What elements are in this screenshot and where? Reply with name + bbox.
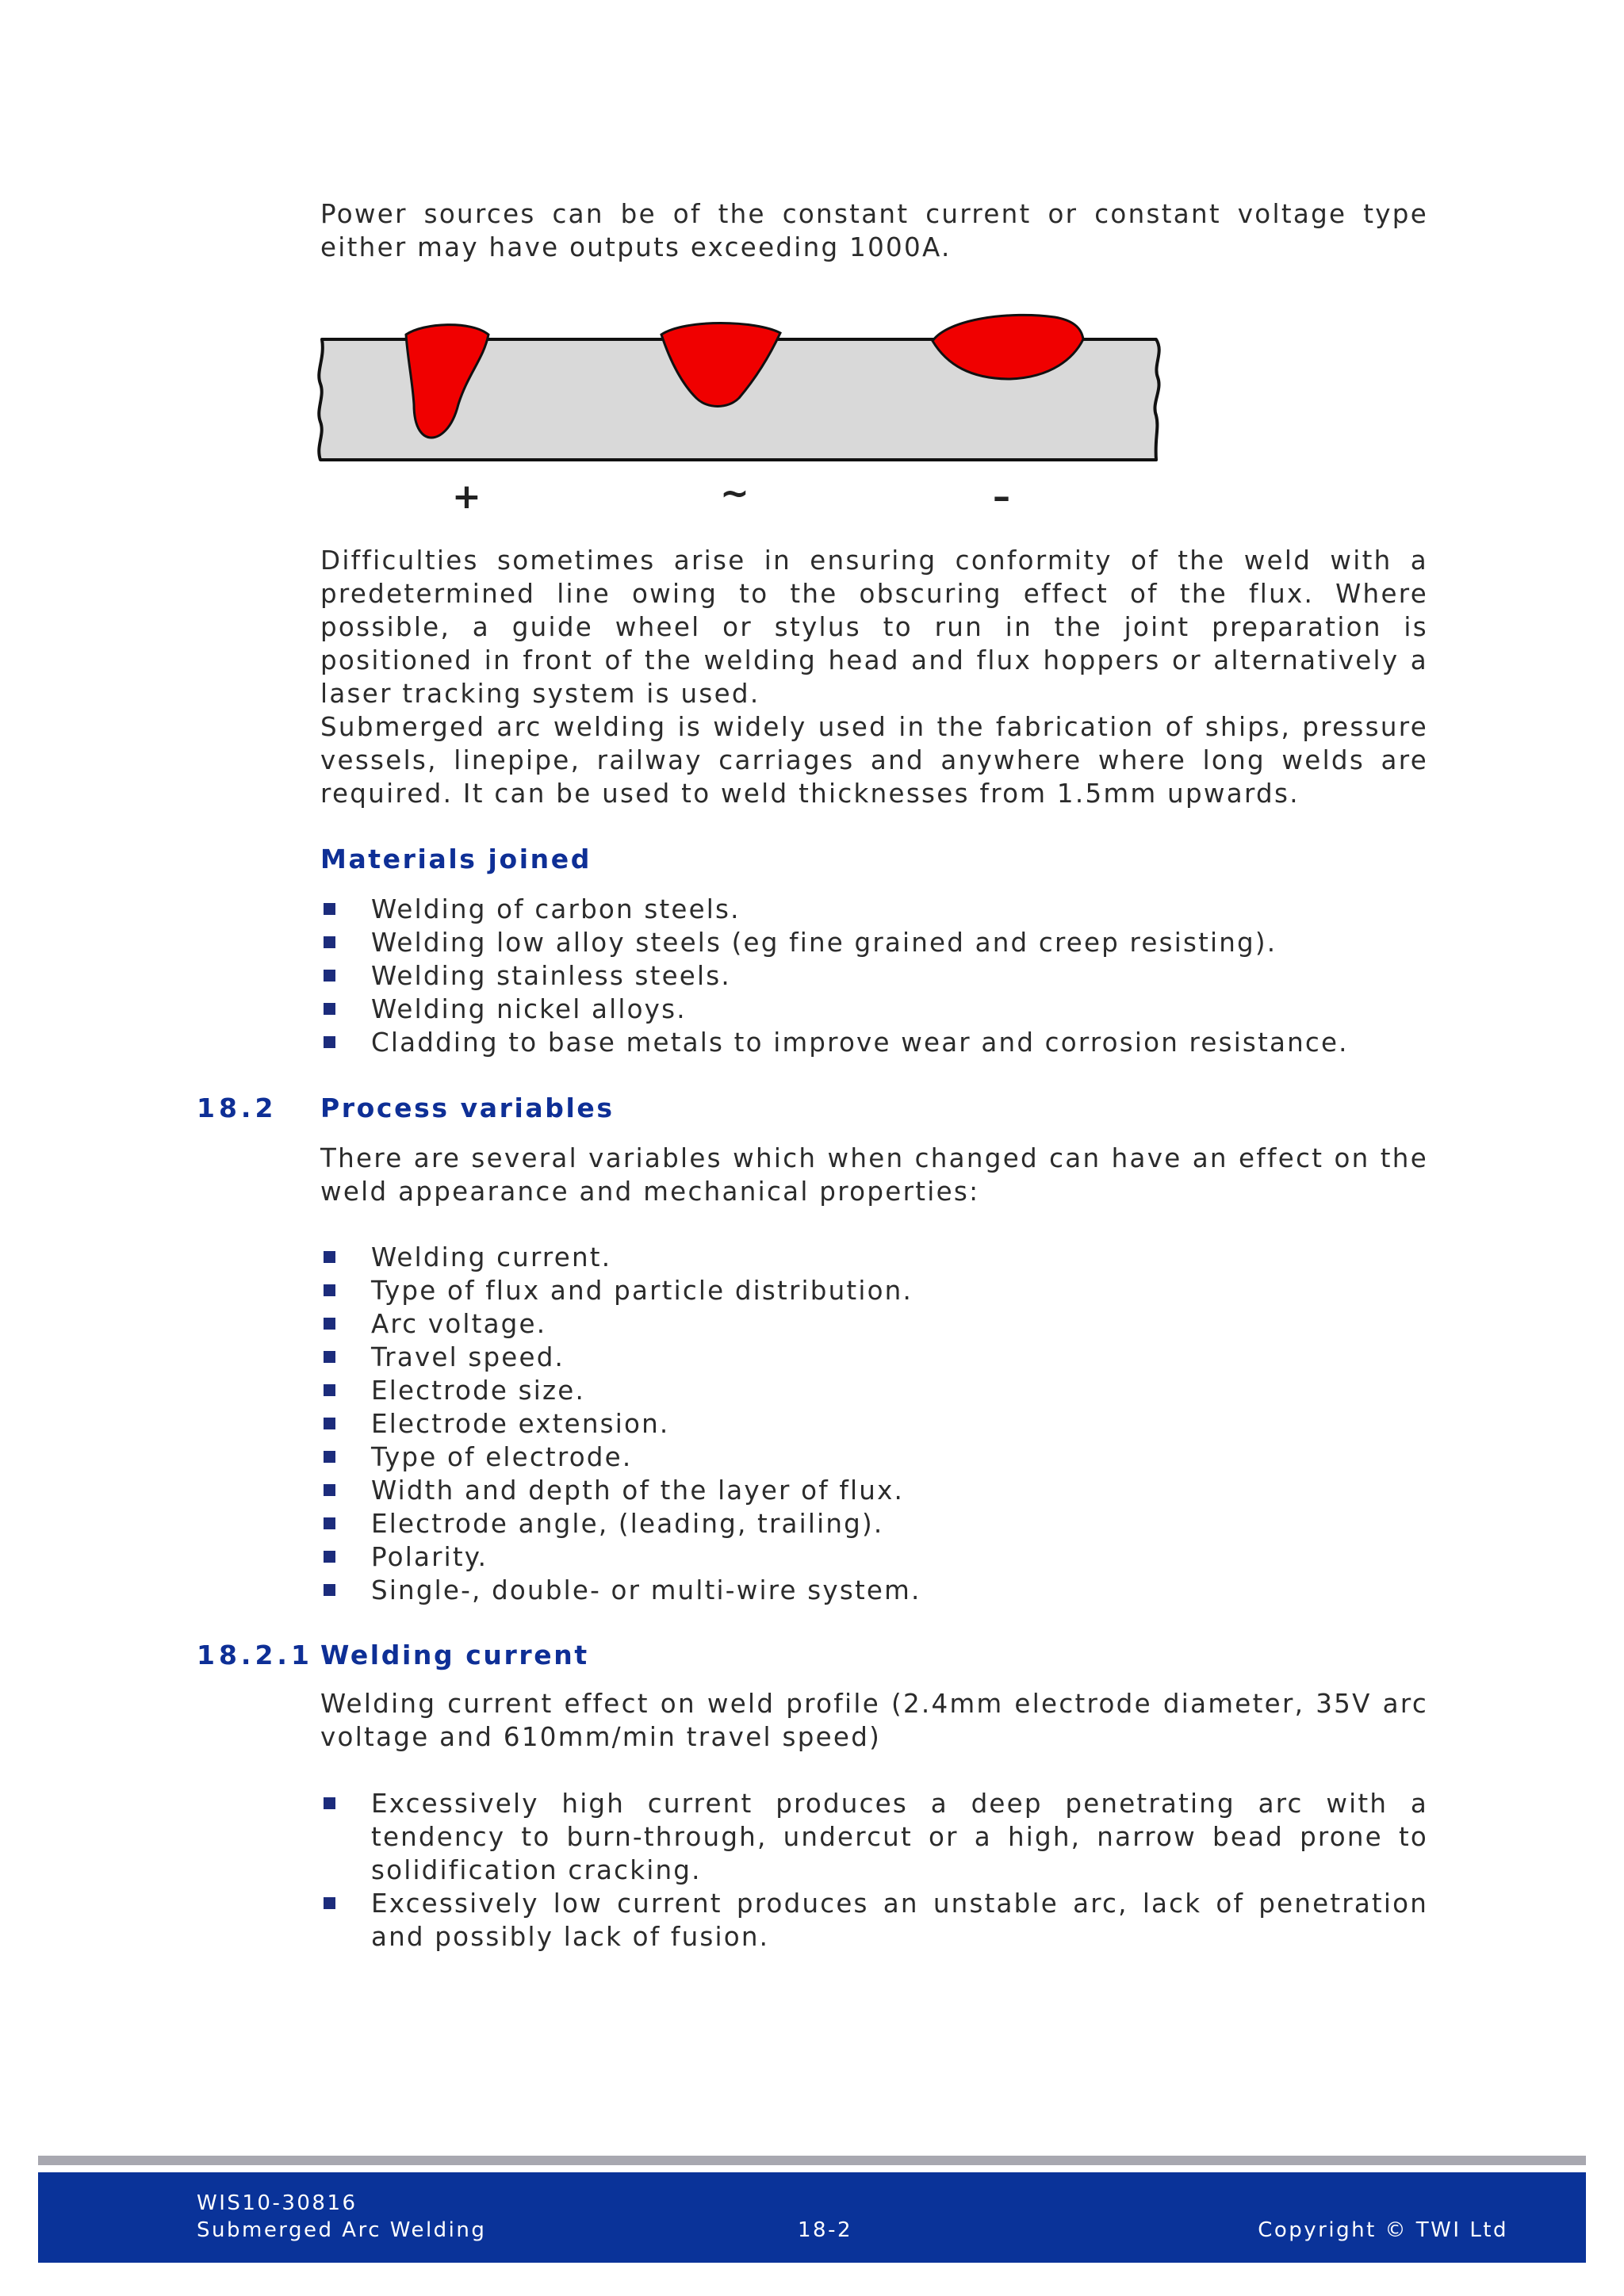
- materials-heading: Materials joined: [320, 844, 592, 874]
- list-item: Arc voltage.: [320, 1307, 1428, 1341]
- section-number-18-2: 18.2: [197, 1093, 278, 1123]
- welding-current-heading: Welding current: [320, 1640, 589, 1670]
- list-item: Polarity.: [320, 1540, 1428, 1574]
- footer-page-number: 18-2: [798, 2218, 853, 2242]
- process-intro-block: [320, 1142, 1428, 1208]
- list-item: Welding current.: [320, 1241, 1428, 1274]
- applications-block: [320, 710, 1428, 810]
- process-variables-list: [320, 1241, 1428, 1607]
- bullet-square-icon: [324, 1517, 335, 1529]
- weld-profile-figure: [312, 311, 1169, 517]
- intro-paragraph: Power sources can be of the constant current or constant voltage type either may have outputs exceeding 1000A.: [320, 199, 1428, 262]
- polarity-ac-symbol: ~: [720, 473, 749, 514]
- list-item: Welding of carbon steels.: [320, 893, 1428, 926]
- list-item: Excessively high current produces a deep penetrating arc with a tendency to burn-through, undercut or a high, narrow bead prone to solidification cracking.: [320, 1787, 1428, 1887]
- footer-doc-id: WIS10-30816: [197, 2191, 358, 2215]
- difficulties-block: [320, 544, 1428, 710]
- process-variables-heading: Process variables: [320, 1093, 615, 1123]
- section-number-18-2-1: 18.2.1: [197, 1640, 313, 1670]
- list-item: Welding low alloy steels (eg fine grained and creep resisting).: [320, 926, 1428, 959]
- process-list-block: [320, 1241, 1428, 1607]
- bullet-square-icon: [324, 1284, 335, 1296]
- materials-list-block: [320, 893, 1428, 1059]
- welding-current-list: [320, 1787, 1428, 1954]
- applications-paragraph: Submerged arc welding is widely used in the fabrication of ships, pressure vessels, linepipe, railway carriages and anywhere where long welds are required. It can be used to weld thicknesses from 1.5mm upwards.: [320, 712, 1428, 809]
- bullet-square-icon: [324, 1897, 335, 1909]
- list-item: Electrode extension.: [320, 1407, 1428, 1441]
- list-item: Welding stainless steels.: [320, 959, 1428, 993]
- footer-copyright: Copyright © TWI Ltd: [1258, 2218, 1508, 2242]
- bullet-square-icon: [324, 1584, 335, 1596]
- bullet-square-icon: [324, 936, 335, 948]
- list-item: Width and depth of the layer of flux.: [320, 1474, 1428, 1507]
- current-intro-paragraph: Welding current effect on weld profile (2.4mm electrode diameter, 35V arc voltage and 610mm/min travel speed): [320, 1689, 1428, 1752]
- bullet-square-icon: [324, 1003, 335, 1015]
- intro-block: [320, 197, 1428, 264]
- footer-title: Submerged Arc Welding: [197, 2218, 487, 2242]
- bullet-square-icon: [324, 1036, 335, 1048]
- difficulties-paragraph: Difficulties sometimes arise in ensuring conformity of the weld with a predetermined line owing to the obscuring effect of the flux. Where possible, a guide wheel or stylus to run in the joint preparation is positioned in front of the welding head and flux hoppers or alternatively a laser tracking system is used.: [320, 545, 1428, 709]
- bullet-square-icon: [324, 1418, 335, 1429]
- polarity-positive-symbol: +: [452, 476, 481, 517]
- bullet-square-icon: [324, 970, 335, 982]
- bullet-square-icon: [324, 903, 335, 915]
- bullet-square-icon: [324, 1384, 335, 1396]
- list-item: Travel speed.: [320, 1341, 1428, 1374]
- bullet-square-icon: [324, 1351, 335, 1363]
- list-item: Welding nickel alloys.: [320, 993, 1428, 1026]
- list-item: Excessively low current produces an unstable arc, lack of penetration and possibly lack of fusion.: [320, 1887, 1428, 1954]
- list-item: Electrode angle, (leading, trailing).: [320, 1507, 1428, 1540]
- list-item: Type of flux and particle distribution.: [320, 1274, 1428, 1307]
- current-list-block: [320, 1787, 1428, 1954]
- weld-profile-diagram: [312, 311, 1169, 485]
- bullet-square-icon: [324, 1551, 335, 1563]
- list-item: Electrode size.: [320, 1374, 1428, 1407]
- bullet-square-icon: [324, 1318, 335, 1330]
- polarity-negative-symbol: –: [993, 476, 1010, 517]
- bullet-square-icon: [324, 1484, 335, 1496]
- footer-rule: [38, 2156, 1586, 2165]
- page-footer: [38, 2172, 1586, 2263]
- materials-list: [320, 893, 1428, 1059]
- bullet-square-icon: [324, 1251, 335, 1263]
- list-item: Cladding to base metals to improve wear and corrosion resistance.: [320, 1026, 1428, 1059]
- process-intro-paragraph: There are several variables which when changed can have an effect on the weld appearance and mechanical properties:: [320, 1143, 1428, 1207]
- list-item: Single-, double- or multi-wire system.: [320, 1574, 1428, 1607]
- bullet-square-icon: [324, 1451, 335, 1463]
- bullet-square-icon: [324, 1797, 335, 1809]
- current-intro-block: [320, 1687, 1428, 1754]
- list-item: Type of electrode.: [320, 1441, 1428, 1474]
